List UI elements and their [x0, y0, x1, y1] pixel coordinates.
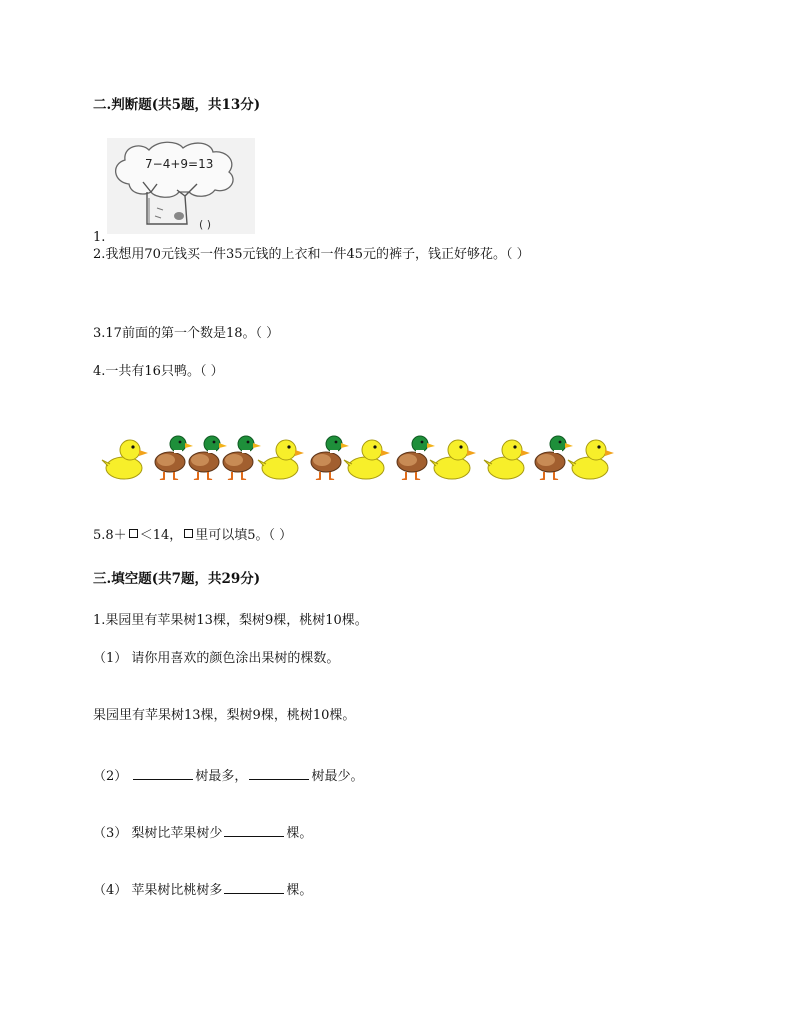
duck-5-yellow: [258, 440, 304, 479]
question-1-number: 1.: [93, 230, 106, 245]
section-3-title: 三.填空题(共7题，共29分): [93, 571, 261, 587]
part-4-unit: 棵。: [286, 883, 313, 898]
question-5-post: 里可以填5。（ ）: [195, 528, 293, 543]
duck-1-yellow: [102, 440, 148, 479]
duck-2-mallard: [155, 436, 193, 480]
answer-blank-pear-diff[interactable]: [224, 823, 284, 837]
fill-question-1-part-1: （1） 请你用喜欢的颜色涂出果树的棵数。: [93, 651, 340, 666]
part-3-unit: 棵。: [286, 826, 313, 841]
duck-11-mallard: [535, 436, 573, 480]
part-2-most: 树最多，: [195, 769, 248, 784]
fill-question-1-repeat: 果园里有苹果树13棵，梨树9棵，桃树10棵。: [93, 708, 356, 723]
tree-answer-paren: ( ): [199, 218, 212, 231]
fill-question-1-part-4: [93, 880, 312, 900]
duck-3-mallard: [189, 436, 227, 480]
answer-blank-apple-diff[interactable]: [224, 880, 284, 894]
part-2-least: 树最少。: [311, 769, 364, 784]
question-5-pre: 5.8＋: [93, 528, 127, 543]
duck-4-mallard: [223, 436, 261, 480]
question-4: 4.一共有16只鸭。（ ）: [93, 364, 224, 379]
answer-blank-least[interactable]: [249, 766, 309, 780]
duck-12-yellow: [568, 440, 614, 479]
part-2-label: （2）: [93, 769, 128, 784]
duck-9-yellow: [430, 440, 476, 479]
blank-square-icon: [184, 529, 193, 538]
question-5-mid: ＜14，: [139, 528, 183, 543]
answer-blank-most[interactable]: [133, 766, 193, 780]
fill-question-1: 1.果园里有苹果树13棵，梨树9棵，桃树10棵。: [93, 613, 368, 628]
tree-figure: [107, 138, 255, 234]
duck-8-mallard: [397, 436, 435, 480]
part-3-label: （3） 梨树比苹果树少: [93, 826, 223, 841]
question-2: 2.我想用70元钱买一件35元钱的上衣和一件45元的裤子，钱正好够花。（ ）: [93, 247, 530, 262]
duck-7-yellow: [344, 440, 390, 479]
tree-equation: 7−4+9=13: [145, 157, 214, 171]
question-5: [93, 527, 292, 545]
question-3: 3.17前面的第一个数是18。（ ）: [93, 326, 280, 341]
section-2-title: 二.判断题(共5题，共13分): [93, 97, 261, 113]
duck-10-yellow: [484, 440, 530, 479]
part-4-label: （4） 苹果树比桃树多: [93, 883, 223, 898]
fill-question-1-part-3: [93, 823, 312, 843]
fill-question-1-part-2: [93, 766, 363, 786]
duck-row: [98, 430, 618, 480]
duck-6-mallard: [311, 436, 349, 480]
blank-square-icon: [129, 529, 138, 538]
